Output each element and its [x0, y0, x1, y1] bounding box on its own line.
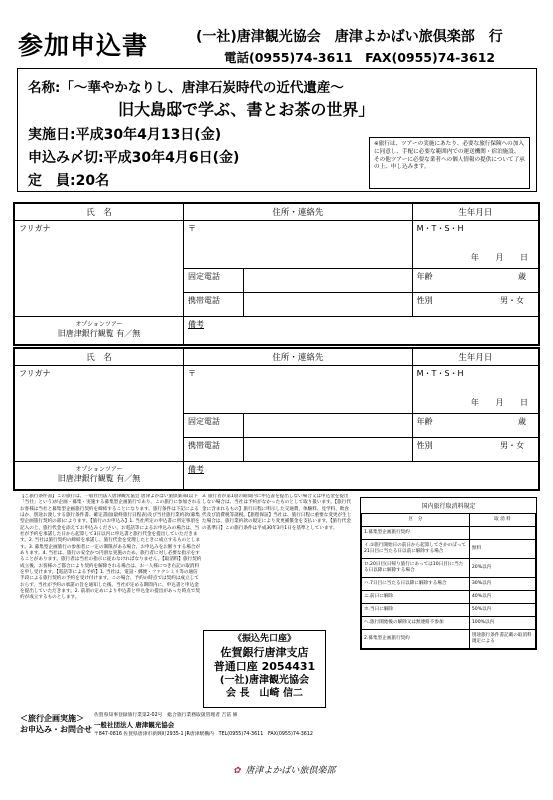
landline-field[interactable] [243, 269, 412, 293]
club-logo [233, 763, 335, 776]
cancel-fee: 別途旅行条件書記載の取消料規定による [469, 629, 535, 648]
account-representative: 会 長 山崎 信二 [226, 688, 303, 700]
header-address: 住所・連絡先 [184, 204, 413, 221]
header-name: 氏 名 [15, 204, 184, 221]
day-label: 日 [520, 398, 528, 407]
age-label: 年齢 [416, 417, 433, 426]
bank-account: 普通口座 2054431 [213, 659, 316, 673]
bank-account-box [203, 630, 326, 708]
cancel-header-category: 区 分 [362, 514, 470, 527]
header-birthdate: 生年月日 [412, 204, 538, 221]
cancel-fee [469, 526, 535, 539]
cancel-category: へ.旅行開始後の解除又は無連絡不参加 [362, 616, 470, 629]
company-name: 一般社団法人 唐津観光協会 [94, 721, 175, 730]
table-row [362, 539, 536, 558]
option-tour-label: オプションツアー [75, 321, 123, 328]
cancel-fee: 30%以内 [469, 577, 535, 590]
landline-label: 固定電話 [184, 269, 244, 293]
furigana-label: フリガナ [19, 369, 51, 378]
inquiry-heading: お申込み・お問合せ [20, 725, 92, 735]
consent-note: ※旅行は、ツアーの実施にあたり、必要な旅行保険への加入に同意し、手配に必要な範囲内での運送機関・宿泊施設、その他ツアーに必要な業者への個人情報の提供について了承の上、申し込みます。 [369, 137, 530, 189]
cancel-header-fee: 取 消 料 [469, 514, 535, 527]
landline-label: 固定電話 [184, 414, 244, 438]
license-info: 佐賀県知事登録旅行業第2-02号 総合旅行業務取扱管理者 吉冨 修 [94, 713, 238, 718]
cancel-fee: 無料 [469, 539, 535, 558]
cancel-fee: 20%以内 [469, 558, 535, 577]
organizer-contact: 電話(0955)74-3611 FAX(0955)74-3612 [224, 50, 496, 65]
company-info [94, 712, 313, 739]
table-row [362, 526, 536, 539]
table-row [362, 616, 536, 629]
month-label: 月 [495, 398, 504, 407]
age-label: 年齢 [416, 272, 433, 281]
applicant-form-1 [13, 202, 540, 346]
table-row [362, 603, 536, 616]
gender-label: 性別 [416, 441, 433, 450]
mobile-label: 携帯電話 [184, 293, 244, 317]
bank-heading: 《振込先口座》 [232, 634, 296, 644]
landline-field[interactable] [243, 414, 412, 438]
gender-options: 男・女 [500, 441, 524, 450]
header-birthdate: 生年月日 [412, 349, 538, 366]
cancel-category: 2.募集型企画旅行契約 [362, 629, 470, 648]
planning-heading: ＜旅行企画実施＞ [20, 714, 84, 723]
era-options: M・T・S・H [416, 224, 464, 233]
birthdate-field[interactable] [412, 221, 538, 269]
table-row [362, 590, 536, 603]
company-address: 〒847-0816 佐賀県唐津市新興町2935-1 JR唐津駅構内 TEL(0955)74-3611 FAX(0955)74-3612 [94, 732, 313, 738]
cancel-category: ハ.7日目に当たる日以降に解除する場合 [362, 577, 470, 590]
application-deadline: 申込み〆切:平成30年4月6日(金) [28, 150, 240, 166]
birthdate-field[interactable] [412, 366, 538, 414]
age-unit: 歳 [518, 272, 526, 281]
address-field[interactable] [184, 221, 413, 269]
mobile-field[interactable] [243, 293, 412, 317]
remarks-label: 備考 [188, 465, 205, 474]
table-row [362, 558, 536, 577]
club-logo-text: 唐津よかばい旅倶楽部 [245, 766, 336, 776]
name-field[interactable] [15, 221, 184, 317]
header-address: 住所・連絡先 [184, 349, 413, 366]
day-label: 日 [520, 253, 528, 262]
travel-terms-right: 3. 旅行者が第1項の期間内に申込書を提出しない場合又は申込金を提出しない場合は、当社は予約がなかったものとして取り扱います。【旅行代金に含まれるもの】旅行日程に明示した交通費、体験料、見学料、飲食代及び消費税等諸税。【旅程保証】当社は、旅行日程に重要な変更が生じた場合は、旅行業約款の規定により変更補償金を支払います。【旅行代金の基準日】この旅行条件は平成30年3月1日を基準としています。 [202, 494, 352, 531]
remarks-label: 備考 [188, 320, 205, 329]
postal-mark: 〒 [188, 369, 197, 378]
option-tour-field[interactable] [15, 317, 184, 345]
travel-terms-left: 【ご旅行条件書】この旅行は、一般社団法人唐津観光協会 唐津よかばい旅倶楽部(以下「当社」という)が企画・募集・実施する募集型企画旅行であり、この旅行に参加されるお客様は当社と募集型企画旅行契約を締結することになります。旅行条件は下記によるほか、別途お渡しする旅行条件書、確定書面(最終旅行日程表)及び当社旅行業約款(募集型企画旅行契約の部)によります。【旅行のお申込み】1. 当社所定の申込書に所定事項を記入の上、旅行代金を添えてお申込みください。お電話等によるお申込みの場合は、当社が予約を承諾した日から起算して3日以内に申込書と旅行代金を提出していただきます。2. 当社は旅行契約の締結を承諾し、旅行代金を受理したときに成立するものとします。3. 募集型企画旅行の参加者に一定の制限がある場合、お申込みをお断りする場合があります。4. 当社は、旅行の安全かつ円滑な実施のため、旅行者に対し必要な指示をすることがあります。旅行者は当社の指示に従わなければなりません。【取消料】旅行契約成立後、お客様のご都合により契約を解除される場合は、お一人様につき右記の取消料を申し受けます。【電話等による予約】1. 当社は、電話・郵便・ファクシミリ等の通信手段による旅行契約の予約を受け付けます。この場合、予約の時点では契約は成立しておらず、当社が予約の承諾の旨を通知した後、当社が定める期間内に、申込書と申込金を提出していただきます。2. 前項の定めにより申込書と申込金の提出があった時点で契約が成立するものとします。 [20, 494, 202, 601]
organizer-name: (一社)唐津観光協会 唐津よかばい旅倶楽部 行 [196, 29, 503, 45]
option-tour-choice: 旧唐津銀行観覧 有／無 [57, 329, 141, 338]
mobile-label: 携帯電話 [184, 438, 244, 462]
cancel-fee: 40%以内 [469, 590, 535, 603]
cancellation-fee-table [360, 497, 537, 650]
furigana-label: フリガナ [19, 224, 51, 233]
mobile-field[interactable] [243, 438, 412, 462]
flower-icon: ✿ [233, 766, 241, 776]
cancel-category: イ.①旅行開始日の前日から起算してさかのぼって21日目に当たる日以前に解除する場合 [362, 539, 470, 558]
cancel-category: 1.募集型企画旅行契約 [362, 526, 470, 539]
account-holder: (一社)唐津観光協会 [219, 675, 310, 687]
age-field[interactable] [412, 414, 538, 438]
address-field[interactable] [184, 366, 413, 414]
age-field[interactable] [412, 269, 538, 293]
name-field[interactable] [15, 366, 184, 462]
form-title: 参加申込書 [18, 31, 149, 60]
gender-field[interactable] [412, 293, 538, 317]
event-capacity: 定 員:20名 [28, 173, 110, 189]
bank-name: 佐賀銀行唐津支店 [220, 645, 309, 659]
remarks-field[interactable] [184, 317, 539, 345]
event-name-line: 名称:「～華やかなりし、唐津石炭時代の近代遺産～ [28, 80, 344, 96]
applicant-form-2 [13, 347, 540, 491]
planning-label [20, 713, 92, 735]
event-date: 実施日:平成30年4月13日(金) [28, 127, 222, 143]
header-name: 氏 名 [15, 349, 184, 366]
cancellation-title: 国内旅行取消料規定 [421, 503, 476, 510]
cancel-category: ロ.20日目(日帰り旅行にあっては10日目)に当たる日以降に解除する場合 [362, 558, 470, 577]
event-title-line: 旧大島邸で学ぶ、書とお茶の世界」 [118, 100, 375, 119]
postal-mark: 〒 [188, 224, 197, 233]
option-tour-field[interactable] [15, 462, 184, 490]
option-tour-label: オプションツアー [75, 466, 123, 473]
remarks-field[interactable] [184, 462, 539, 490]
gender-field[interactable] [412, 438, 538, 462]
table-row [362, 577, 536, 590]
gender-options: 男・女 [500, 296, 524, 305]
option-tour-choice: 旧唐津銀行観覧 有／無 [57, 474, 141, 483]
gender-label: 性別 [416, 296, 433, 305]
cancel-category: ホ.当日に解除 [362, 603, 470, 616]
cancel-fee: 100%以内 [469, 616, 535, 629]
table-row [362, 629, 536, 648]
month-label: 月 [495, 253, 504, 262]
era-options: M・T・S・H [416, 369, 464, 378]
year-label: 年 [470, 398, 479, 407]
age-unit: 歳 [518, 417, 526, 426]
year-label: 年 [470, 253, 479, 262]
cancel-fee: 50%以内 [469, 603, 535, 616]
cancel-category: ニ.前日に解除 [362, 590, 470, 603]
